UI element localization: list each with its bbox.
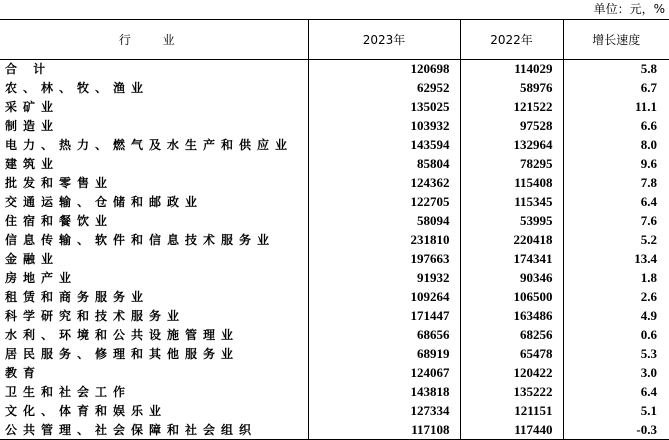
wage-2022-cell: 174341 xyxy=(460,250,563,269)
total-row xyxy=(0,60,669,79)
total-row xyxy=(0,326,669,345)
wage-2022-cell: 78295 xyxy=(460,155,563,174)
wage-2023-cell: 197663 xyxy=(308,250,460,269)
total-row xyxy=(0,307,669,326)
growth-cell: 8.0 xyxy=(563,136,669,155)
wage-2023-cell: 62952 xyxy=(308,79,460,98)
table-header xyxy=(0,20,669,60)
total-row xyxy=(0,117,669,136)
industry-cell: 批发和零售业 xyxy=(5,176,114,190)
wage-2023-cell: 231810 xyxy=(308,231,460,250)
total-row xyxy=(0,383,669,402)
industry-cell: 科学研究和技术服务业 xyxy=(5,309,186,323)
growth-cell: 3.0 xyxy=(563,364,669,383)
wage-2023-cell: 143818 xyxy=(308,383,460,402)
industry-cell: 教育 xyxy=(5,366,42,380)
wage-2022-cell: 115345 xyxy=(460,193,563,212)
wage-2023-cell: 91932 xyxy=(308,269,460,288)
wage-2022-cell: 121522 xyxy=(460,98,563,117)
wage-table xyxy=(0,19,669,440)
wage-2023-cell: 122705 xyxy=(308,193,460,212)
industry-cell: 电力、热力、燃气及水生产和供应业 xyxy=(5,138,294,152)
wage-2022-cell: 97528 xyxy=(460,117,563,136)
growth-cell: 5.8 xyxy=(563,60,669,79)
table-body xyxy=(0,60,669,440)
growth-cell: 11.1 xyxy=(563,98,669,117)
total-row xyxy=(0,136,669,155)
wage-2022-cell: 90346 xyxy=(460,269,563,288)
industry-cell: 交通运输、仓储和邮政业 xyxy=(5,195,204,209)
wage-2023-cell: 58094 xyxy=(308,212,460,231)
industry-cell: 农、林、牧、渔业 xyxy=(5,81,150,95)
wage-2022-cell: 220418 xyxy=(460,231,563,250)
wage-2022-cell: 120422 xyxy=(460,364,563,383)
total-row xyxy=(0,364,669,383)
growth-cell: 1.8 xyxy=(563,269,669,288)
growth-cell: 6.6 xyxy=(563,117,669,136)
wage-2023-cell: 68919 xyxy=(308,345,460,364)
growth-cell: 5.3 xyxy=(563,345,669,364)
wage-2023-cell: 117108 xyxy=(308,421,460,440)
wage-2023-cell: 120698 xyxy=(308,60,460,79)
growth-cell: 6.4 xyxy=(563,193,669,212)
industry-cell: 公共管理、社会保障和社会组织 xyxy=(0,421,308,440)
industry-cell: 房地产业 xyxy=(5,271,78,285)
wage-2023-cell: 127334 xyxy=(308,402,460,421)
header-year-2023: 2023年 xyxy=(308,20,460,60)
total-row xyxy=(0,231,669,250)
wage-2023-cell: 68656 xyxy=(308,326,460,345)
total-row xyxy=(0,155,669,174)
total-row xyxy=(0,421,669,440)
wage-2022-cell: 58976 xyxy=(460,79,563,98)
total-row xyxy=(0,250,669,269)
growth-cell: 5.1 xyxy=(563,402,669,421)
total-row xyxy=(0,345,669,364)
wage-2022-cell: 53995 xyxy=(460,212,563,231)
wage-2022-cell: 163486 xyxy=(460,307,563,326)
industry-cell: 制造业 xyxy=(5,119,60,133)
industry-cell: 居民服务、修理和其他服务业 xyxy=(5,347,240,361)
header-industry: 行 业 xyxy=(0,20,308,60)
wage-2023-cell: 85804 xyxy=(308,155,460,174)
header-year-2022: 2022年 xyxy=(460,20,563,60)
total-row xyxy=(0,402,669,421)
wage-2022-cell: 117440 xyxy=(460,421,563,440)
growth-cell: 6.4 xyxy=(563,383,669,402)
wage-2023-cell: 109264 xyxy=(308,288,460,307)
wage-2023-cell: 135025 xyxy=(308,98,460,117)
industry-cell: 合 计 xyxy=(5,62,52,77)
wage-2022-cell: 135222 xyxy=(460,383,563,402)
wage-2022-cell: 65478 xyxy=(460,345,563,364)
wage-2022-cell: 68256 xyxy=(460,326,563,345)
industry-cell: 租赁和商务服务业 xyxy=(5,290,150,304)
growth-cell: 0.6 xyxy=(563,326,669,345)
growth-cell: 4.9 xyxy=(563,307,669,326)
wage-2023-cell: 143594 xyxy=(308,136,460,155)
total-row xyxy=(0,288,669,307)
growth-cell: 2.6 xyxy=(563,288,669,307)
wage-2022-cell: 115408 xyxy=(460,174,563,193)
wage-2022-cell: 132964 xyxy=(460,136,563,155)
header-growth: 增长速度 xyxy=(563,20,669,60)
industry-cell: 住宿和餐饮业 xyxy=(5,214,114,228)
growth-cell: 13.4 xyxy=(563,250,669,269)
wage-2022-cell: 114029 xyxy=(460,60,563,79)
wage-2022-cell: 106500 xyxy=(460,288,563,307)
total-row xyxy=(0,174,669,193)
total-row xyxy=(0,98,669,117)
total-row xyxy=(0,79,669,98)
total-row xyxy=(0,269,669,288)
total-row xyxy=(0,212,669,231)
wage-2023-cell: 171447 xyxy=(308,307,460,326)
total-row xyxy=(0,193,669,212)
growth-cell: 6.7 xyxy=(563,79,669,98)
header-row xyxy=(0,20,669,60)
industry-cell: 卫生和社会工作 xyxy=(5,385,132,399)
wage-2023-cell: 124362 xyxy=(308,174,460,193)
growth-cell: 7.6 xyxy=(563,212,669,231)
industry-cell: 采矿业 xyxy=(5,100,60,114)
growth-cell: -0.3 xyxy=(563,421,669,440)
industry-cell: 建筑业 xyxy=(5,157,60,171)
wage-2023-cell: 103932 xyxy=(308,117,460,136)
wage-2023-cell: 124067 xyxy=(308,364,460,383)
unit-note: 单位：元，% xyxy=(593,2,665,16)
industry-cell: 文化、体育和娱乐业 xyxy=(5,404,168,418)
industry-cell: 金融业 xyxy=(5,252,60,266)
wage-2022-cell: 121151 xyxy=(460,402,563,421)
growth-cell: 9.6 xyxy=(563,155,669,174)
industry-cell: 信息传输、软件和信息技术服务业 xyxy=(5,233,276,247)
growth-cell: 7.8 xyxy=(563,174,669,193)
industry-cell: 水利、环境和公共设施管理业 xyxy=(5,328,240,342)
growth-cell: 5.2 xyxy=(563,231,669,250)
